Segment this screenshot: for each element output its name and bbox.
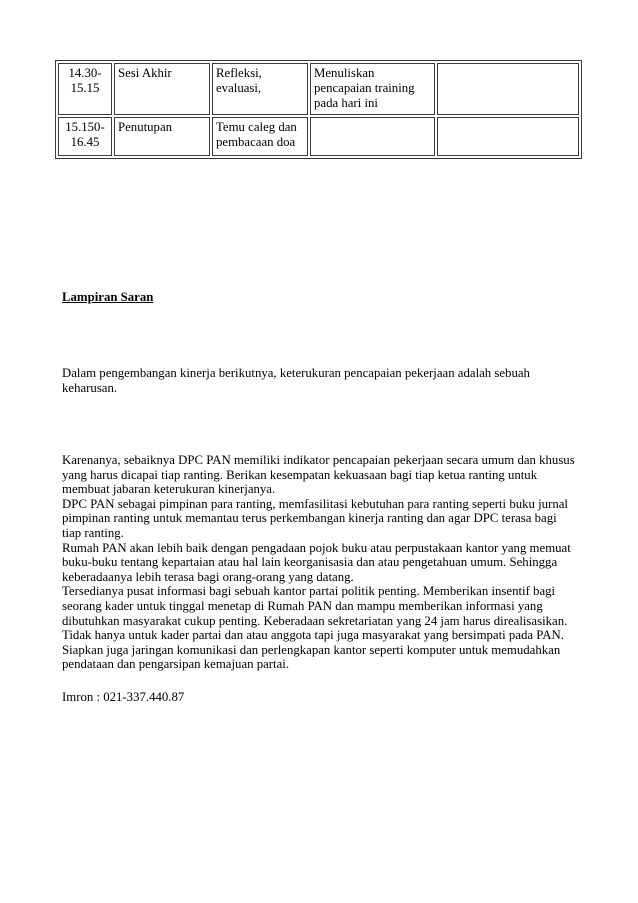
session-name: Penutupan	[118, 120, 173, 134]
schedule-table	[55, 60, 582, 159]
activity-line: pembacaan doa	[216, 135, 296, 149]
suggestion-line: pimpinan ranting untuk memantau terus perkembangan kinerja ranting dan agar DPC terasa bagi	[62, 511, 557, 526]
output-line: pada hari ini	[314, 96, 378, 110]
empty-cell	[437, 117, 579, 156]
time-cell	[58, 117, 112, 156]
suggestion-line: Karenanya, sebaiknya DPC PAN memiliki indikator pencapaian pekerjaan secara umum dan khusus	[62, 453, 575, 467]
suggestion-line: tiap ranting.	[62, 525, 124, 540]
suggestion-line: DPC PAN sebagai pimpinan para ranting, memfasilitasi kebutuhan para ranting seperti buku jurnal	[62, 496, 568, 511]
suggestion-line: yang harus dicapai tiap ranting. Berikan kesempatan kekuasaan bagi tiap ketua ranting untuk	[62, 467, 538, 482]
time-line: 15.15	[70, 81, 100, 95]
schedule-row	[58, 63, 579, 115]
time-line: 14.30-	[68, 66, 102, 80]
suggestion-line: Tidak hanya untuk kader partai dan atau anggota tapi juga masyarakat yang bersimpati pada PAN.	[62, 628, 564, 643]
empty-cell	[437, 63, 579, 115]
suggestion-line: keberadaanya lebih terasa bagi orang-orang yang datang.	[62, 569, 354, 584]
suggestions-paragraph	[62, 453, 575, 672]
activity-cell	[212, 117, 308, 156]
activity-line: evaluasi,	[216, 81, 262, 95]
session-cell	[114, 63, 210, 115]
suggestion-line: dibutuhkan masyarakat cukup penting. Keberadaan sekretariatan yang 24 jam harus direalisasikan.	[62, 613, 568, 628]
session-cell	[114, 117, 210, 156]
time-line: 16.45	[70, 135, 100, 149]
time-line: 15.150-	[65, 120, 105, 134]
output-line: pencapaian training	[314, 81, 415, 95]
session-name: Sesi Akhir	[118, 66, 172, 80]
time-cell	[58, 63, 112, 115]
suggestion-line: Tersedianya pusat informasi bagi sebuah kantor partai politik penting. Memberikan insentif bagi	[62, 584, 556, 599]
activity-line: Temu caleg dan	[216, 120, 297, 134]
schedule-row	[58, 117, 579, 156]
suggestion-line: Rumah PAN akan lebih baik dengan pengadaan pojok buku atau perpustakaan kantor yang memuat	[62, 540, 571, 555]
section-title: Lampiran Saran	[62, 290, 154, 304]
intro-paragraph	[62, 366, 530, 395]
empty-cell	[310, 117, 435, 156]
suggestion-line: seorang kader untuk tinggal menetap di Rumah PAN dan mampu memberikan informasi yang	[62, 598, 543, 613]
intro-line: keharusan.	[62, 380, 118, 395]
activity-line: Refleksi,	[216, 66, 262, 80]
output-cell	[310, 63, 435, 115]
suggestion-line: membuat jabaran keterukuran kinerjanya.	[62, 482, 276, 497]
output-line: Menuliskan	[314, 66, 375, 80]
suggestion-line: buku-buku tentang kepartaian atau hal lain keorganisasia dan atau pengetahuan umum. Sehingga	[62, 555, 558, 570]
activity-cell	[212, 63, 308, 115]
contact-line: Imron : 021-337.440.87	[62, 690, 185, 704]
intro-line: Dalam pengembangan kinerja berikutnya, keterukuran pencapaian pekerjaan adalah sebuah	[62, 366, 530, 380]
suggestion-line: Siapkan juga jaringan komunikasi dan perlengkapan kantor seperti komputer untuk memudahkan	[62, 642, 561, 657]
suggestion-line: pendataan dan pengarsipan kemajuan partai.	[62, 657, 290, 672]
